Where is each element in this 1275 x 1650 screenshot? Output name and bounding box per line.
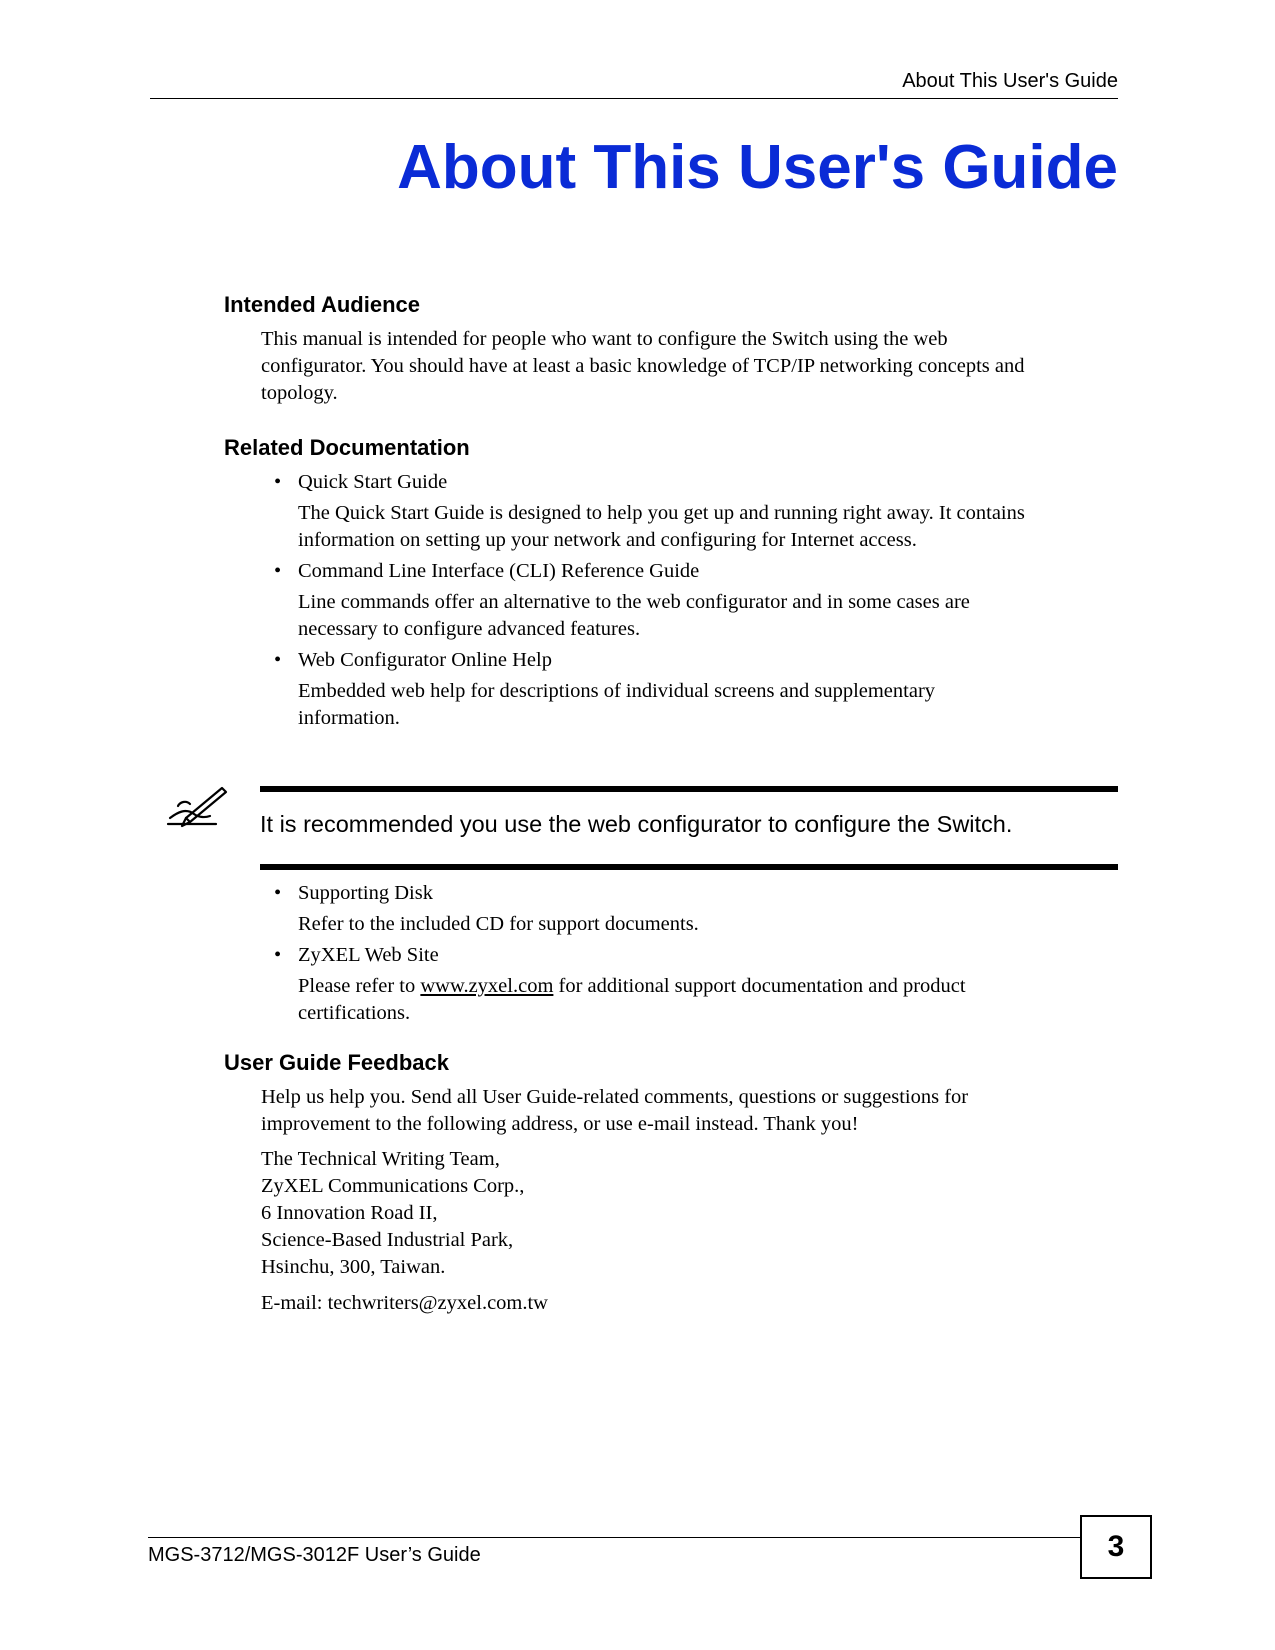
- note-box: [260, 786, 1118, 870]
- list-item: [272, 647, 1122, 732]
- address-line: ZyXEL Communications Corp.,: [261, 1175, 525, 1197]
- bullet-icon: •: [274, 471, 282, 493]
- intended-audience-line: This manual is intended for people who want to configure the Switch using the web: [261, 328, 948, 350]
- feedback-heading: User Guide Feedback: [224, 1050, 449, 1075]
- doc-title: Quick Start Guide: [298, 471, 448, 493]
- feedback-email: E-mail: techwriters@zyxel.com.tw: [261, 1292, 548, 1314]
- running-header: About This User's Guide: [150, 68, 1118, 99]
- list-item: [272, 880, 1122, 938]
- zyxel-website-link[interactable]: www.zyxel.com: [420, 975, 554, 997]
- description-prefix: Please refer to: [298, 975, 421, 997]
- doc-description-line: information.: [298, 707, 400, 729]
- page-number: 3: [1080, 1515, 1152, 1579]
- address-line: Science-Based Industrial Park,: [261, 1229, 514, 1251]
- doc-description-line: information on setting up your network and configuring for Internet access.: [298, 529, 917, 551]
- footer-guide-name: MGS-3712/MGS-3012F User’s Guide: [148, 1544, 481, 1566]
- intended-audience-heading: Intended Audience: [224, 292, 420, 317]
- doc-description: [298, 589, 1122, 643]
- mailing-address: [261, 1146, 1121, 1281]
- more-docs-list: [272, 880, 1122, 1027]
- doc-description: [298, 678, 1122, 732]
- page-title: About This User's Guide: [397, 133, 1118, 202]
- related-docs-heading: Related Documentation: [224, 435, 470, 460]
- doc-description-line: certifications.: [298, 1002, 411, 1024]
- doc-description-line: Refer to the included CD for support documents.: [298, 913, 699, 935]
- footer-divider: [148, 1537, 1080, 1538]
- doc-description-line: [298, 973, 1122, 1000]
- doc-description-line: Embedded web help for descriptions of individual screens and supplementary: [298, 680, 936, 702]
- doc-description: [298, 973, 1122, 1027]
- address-line: Hsinchu, 300, Taiwan.: [261, 1256, 446, 1278]
- doc-description-line: The Quick Start Guide is designed to help you get up and running right away. It contains: [298, 502, 1025, 524]
- bullet-icon: •: [274, 882, 282, 904]
- doc-description: [298, 500, 1122, 554]
- related-docs-list: [272, 469, 1122, 732]
- list-item: [272, 469, 1122, 554]
- note-pencil-icon: [164, 784, 228, 830]
- bullet-icon: •: [274, 649, 282, 671]
- intended-audience-text: [261, 326, 1121, 407]
- doc-title: Web Configurator Online Help: [298, 649, 552, 671]
- address-line: The Technical Writing Team,: [261, 1148, 500, 1170]
- feedback-line: Help us help you. Send all User Guide-related comments, questions or suggestions for: [261, 1086, 969, 1108]
- list-item: [272, 942, 1122, 1027]
- doc-description-line: necessary to configure advanced features.: [298, 618, 641, 640]
- doc-description: [298, 911, 1122, 938]
- doc-description-line: Line commands offer an alternative to the web configurator and in some cases are: [298, 591, 970, 613]
- feedback-text: [261, 1084, 1121, 1138]
- doc-title: Supporting Disk: [298, 882, 433, 904]
- list-item: [272, 558, 1122, 643]
- feedback-line: improvement to the following address, or use e-mail instead. Thank you!: [261, 1113, 859, 1135]
- address-line: 6 Innovation Road II,: [261, 1202, 438, 1224]
- doc-title: ZyXEL Web Site: [298, 944, 439, 966]
- description-suffix: for additional support documentation and product: [553, 975, 966, 997]
- bullet-icon: •: [274, 944, 282, 966]
- intended-audience-line: topology.: [261, 382, 338, 404]
- bullet-icon: •: [274, 560, 282, 582]
- doc-title: Command Line Interface (CLI) Reference Guide: [298, 560, 700, 582]
- intended-audience-line: configurator. You should have at least a basic knowledge of TCP/IP networking concepts and: [261, 355, 1025, 377]
- note-text: It is recommended you use the web configurator to configure the Switch.: [260, 811, 1013, 837]
